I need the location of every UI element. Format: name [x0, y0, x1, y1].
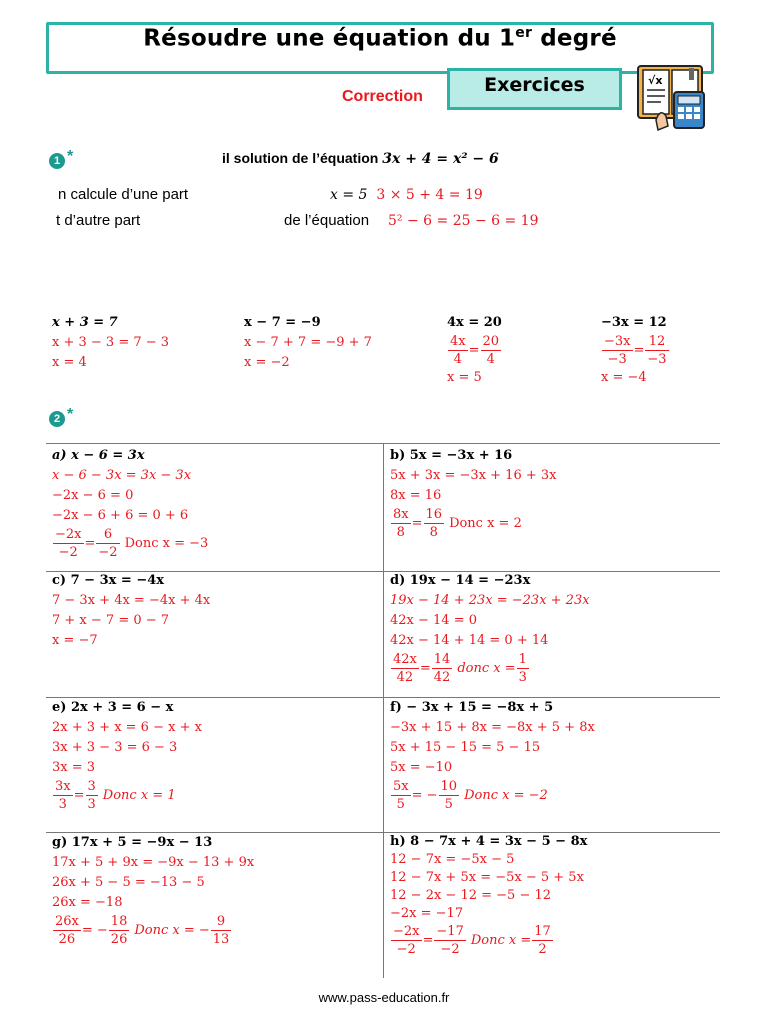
difficulty-star: *	[67, 406, 74, 423]
exercise-a: a) x − 6 = 3x x − 6 − 3x = 3x − 3x −2x − 6 = 0 −2x − 6 + 6 = 0 + 6 $\frac{-2x}{-2}$ = $\frac{6}{-2}$ Donc x = −3	[52, 448, 209, 560]
exercise-g: g) 17x + 5 = −9x − 13 17x + 5 + 9x = −9x − 13 + 9x 26x + 5 − 5 = −13 − 5 26x = −18 $\frac{26x}{26}$ = − $\frac{18}{26}$ Donc x = − $\frac{9}{13}$	[52, 835, 255, 947]
exercices-label: Exercices	[484, 74, 585, 96]
exercise-b: b) 5x = −3x + 16 5x + 3x = −3x + 16 + 3x 8x = 16 $\frac{8x}{8}$ = $\frac{16}{8}$ Donc x = 2	[390, 448, 557, 540]
exercise-e: e) 2x + 3 = 6 − x 2x + 3 + x = 6 − x + x 3x + 3 − 3 = 6 − 3 3x = 3 $\frac{3x}{3}$ = $\frac{3}{3}$ Donc x = 1	[52, 700, 202, 812]
svg-text:√x: √x	[648, 74, 663, 87]
correction-label: Correction	[342, 88, 423, 105]
calculator-notebook-icon	[634, 62, 712, 132]
ex1-col2: x − 7 = −9 x − 7 + 7 = −9 + 7 x = −2	[244, 315, 372, 370]
ex1-col1: x + 3 = 7 x + 3 − 3 = 7 − 3 x = 4	[52, 315, 170, 370]
ex1-col4: −3x = 12 $\frac{-3x}{-3}$ = $\frac{12}{-3}$ x = −4	[601, 315, 667, 385]
exercise-2-badge: 2	[49, 411, 65, 427]
grid-line-vertical	[383, 443, 384, 978]
ex1-line1-label: n calcule d’une part	[58, 186, 189, 203]
ex1-line2-calc: 5² − 6 = 25 − 6 = 19	[388, 213, 539, 229]
exercise-d: d) 19x − 14 = −23x 19x − 14 + 23x = −23x + 23x 42x − 14 = 0 42x − 14 + 14 = 0 + 14 $\frac{42x}{42}$ = $\frac{14}{42}$ donc x = $\frac{1}{3}$	[390, 573, 590, 685]
exercise-h: h) 8 − 7x + 4 = 3x − 5 − 8x 12 − 7x = −5x − 5 12 − 7x + 5x = −5x − 5 + 5x 12 − 2x − 12 = −5 − 12 −2x = −17 $\frac{-2x}{-2}$ = $\frac{-17}{-2}$ Donc x = $\frac{17}{2}$	[390, 834, 588, 957]
ex1-line1-values: x = 5 3 × 5 + 4 = 19	[330, 187, 483, 203]
difficulty-star: *	[67, 148, 74, 165]
ex1-col3: 4x = 20 $\frac{4x}{4}$ = $\frac{20}{4}$ x = 5	[447, 315, 502, 385]
exercise-1-question: il solution de l’équation 3x + 4 = x² − 6	[222, 150, 499, 167]
page-title: Résoudre une équation du 1er degré	[143, 25, 617, 52]
ex1-line2-label: t d’autre part	[56, 212, 141, 229]
exercise-1-badge: 1	[49, 153, 65, 169]
exercise-f: f) − 3x + 15 = −8x + 5 −3x + 15 + 8x = −8x + 5 + 8x 5x + 15 − 15 = 5 − 15 5x = −10 $\frac{5x}{5}$ = − $\frac{10}{5}$ Donc x = −2	[390, 700, 595, 812]
ex1-line2-mid: de l’équation	[284, 212, 370, 229]
exercise-c: c) 7 − 3x = −4x 7 − 3x + 4x = −4x + 4x 7 + x − 7 = 0 − 7 x = −7	[52, 573, 211, 648]
footer-url[interactable]: www.pass-education.fr	[318, 990, 450, 1005]
